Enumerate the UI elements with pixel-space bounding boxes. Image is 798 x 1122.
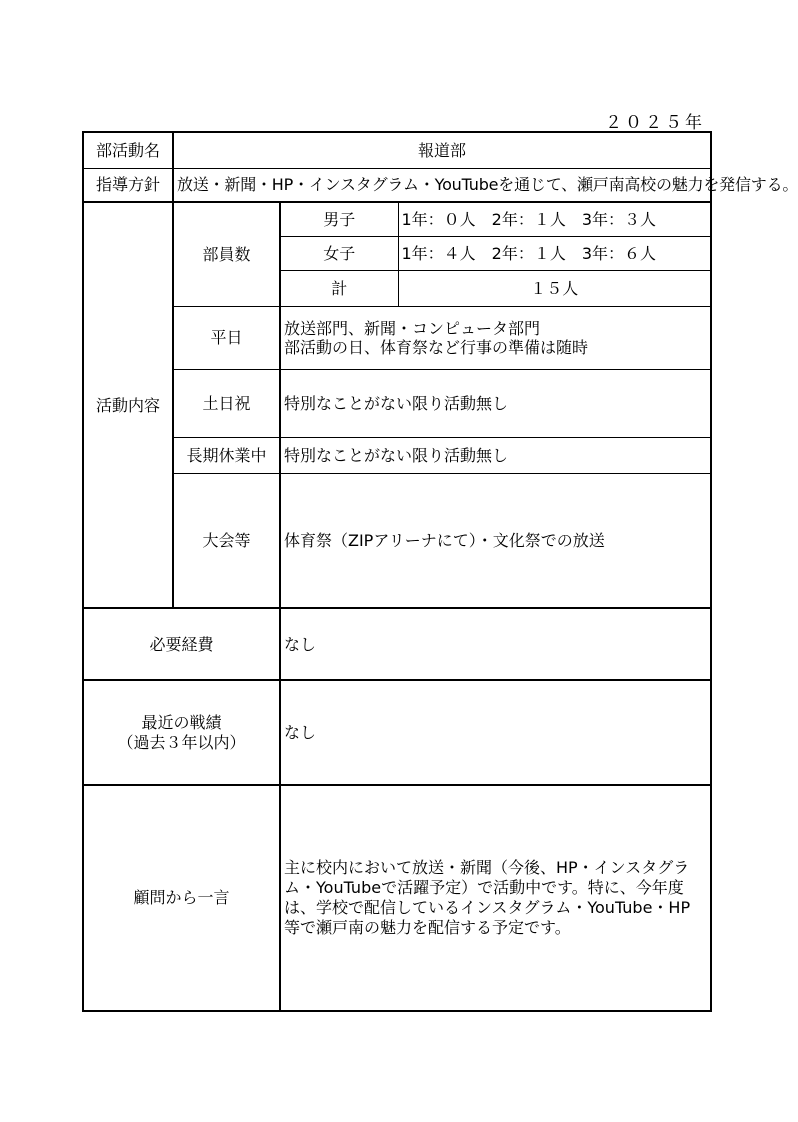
policy-value: 放送・新聞・HP・インスタグラム・YouTubeを通じて、瀬戸南高校の魅力を発信する。 (173, 168, 711, 202)
advisor-label: 顧問から一言 (83, 785, 280, 1011)
results-label: 最近の戦績 （過去３年以内） (83, 680, 280, 784)
club-name-value: 報道部 (173, 132, 711, 168)
members-label: 部員数 (173, 202, 280, 306)
policy-label: 指導方針 (83, 168, 173, 202)
weekday-label: 平日 (173, 307, 280, 369)
boys-label: 男子 (280, 202, 398, 236)
girls-label: 女子 (280, 236, 398, 270)
weekend-value: 特別なことがない限り活動無し (280, 369, 711, 437)
results-value: なし (280, 680, 711, 784)
total-label: 計 (280, 271, 398, 307)
events-value: 体育祭（ZIPアリーナにて）・文化祭での放送 (280, 473, 711, 608)
events-label: 大会等 (173, 473, 280, 608)
total-count: １５人 (398, 271, 711, 307)
weekday-value: 放送部門、新聞・コンピュータ部門 部活動の日、体育祭など行事の準備は随時 (280, 307, 711, 369)
vacation-label: 長期休業中 (173, 437, 280, 473)
vacation-value: 特別なことがない限り活動無し (280, 437, 711, 473)
girls-count: 1年：４人 2年：１人 3年：６人 (398, 236, 711, 270)
club-info-table (82, 131, 798, 1012)
expenses-value: なし (280, 608, 711, 680)
activities-label: 活動内容 (83, 202, 173, 608)
club-name-label: 部活動名 (83, 132, 173, 168)
boys-count: 1年：０人 2年：１人 3年：３人 (398, 202, 711, 236)
expenses-label: 必要経費 (83, 608, 280, 680)
advisor-comment: 主に校内において放送・新聞（今後、HP・インスタグラム・YouTubeで活躍予定）で活動中です。特に、今年度は、学校で配信しているインスタグラム・YouTube・HP等で瀬戸南の魅力を配信する予定です。 (280, 785, 711, 1011)
document-year: ２０２５年 (605, 113, 705, 133)
weekend-label: 土日祝 (173, 369, 280, 437)
